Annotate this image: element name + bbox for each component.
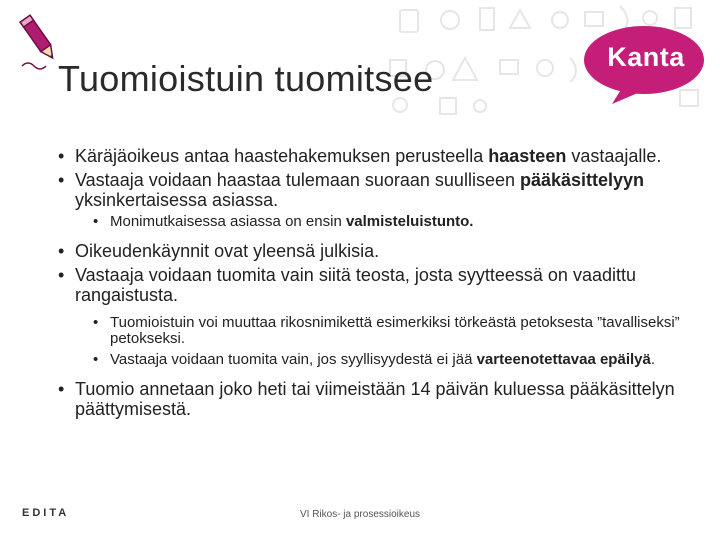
bullet: • xyxy=(93,351,99,368)
list-item: • Vastaaja voidaan haastaa tulemaan suoraan suulliseen pääkäsittelyyn yksinkertaisessa asiassa. xyxy=(58,170,645,210)
list-item: • Käräjäoikeus antaa haastehakemuksen perusteella haasteen vastaajalle. xyxy=(58,146,662,166)
bullet: • xyxy=(58,146,65,166)
list-item: • Oikeudenkäynnit ovat yleensä julkisia. xyxy=(58,241,380,261)
list-subitem: • Tuomioistuin voi muuttaa rikosnimikettä esimerkiksi törkeästä petoksesta ”tavalliseksi” petokseksi. xyxy=(93,314,680,347)
bullet: • xyxy=(93,213,99,230)
kanta-logo-text: Kanta xyxy=(607,42,685,72)
slide-body xyxy=(58,146,698,423)
list-item: • Vastaaja voidaan tuomita vain siitä teosta, josta syytteessä on vaadittu rangaistusta. xyxy=(58,265,636,305)
list-item: • Tuomio annetaan joko heti tai viimeistään 14 päivän kuluessa pääkäsittelyn päättymisestä. xyxy=(58,379,675,419)
pencil-icon xyxy=(16,8,64,72)
bullet: • xyxy=(93,314,99,331)
list-subitem: • Vastaaja voidaan tuomita vain, jos syyllisyydestä ei jää varteenotettavaa epäilyä. xyxy=(93,351,656,368)
slide-title: Tuomioistuin tuomitsee xyxy=(58,58,434,99)
edita-logo: EDITA xyxy=(22,507,70,519)
bullet: • xyxy=(58,241,65,261)
bullet: • xyxy=(58,170,65,190)
list-subitem: • Monimutkaisessa asiassa on ensin valmisteluistunto. xyxy=(93,213,474,230)
bullet: • xyxy=(58,379,65,399)
bullet: • xyxy=(58,265,65,285)
footer-text: VI Rikos- ja prosessioikeus xyxy=(299,509,421,520)
